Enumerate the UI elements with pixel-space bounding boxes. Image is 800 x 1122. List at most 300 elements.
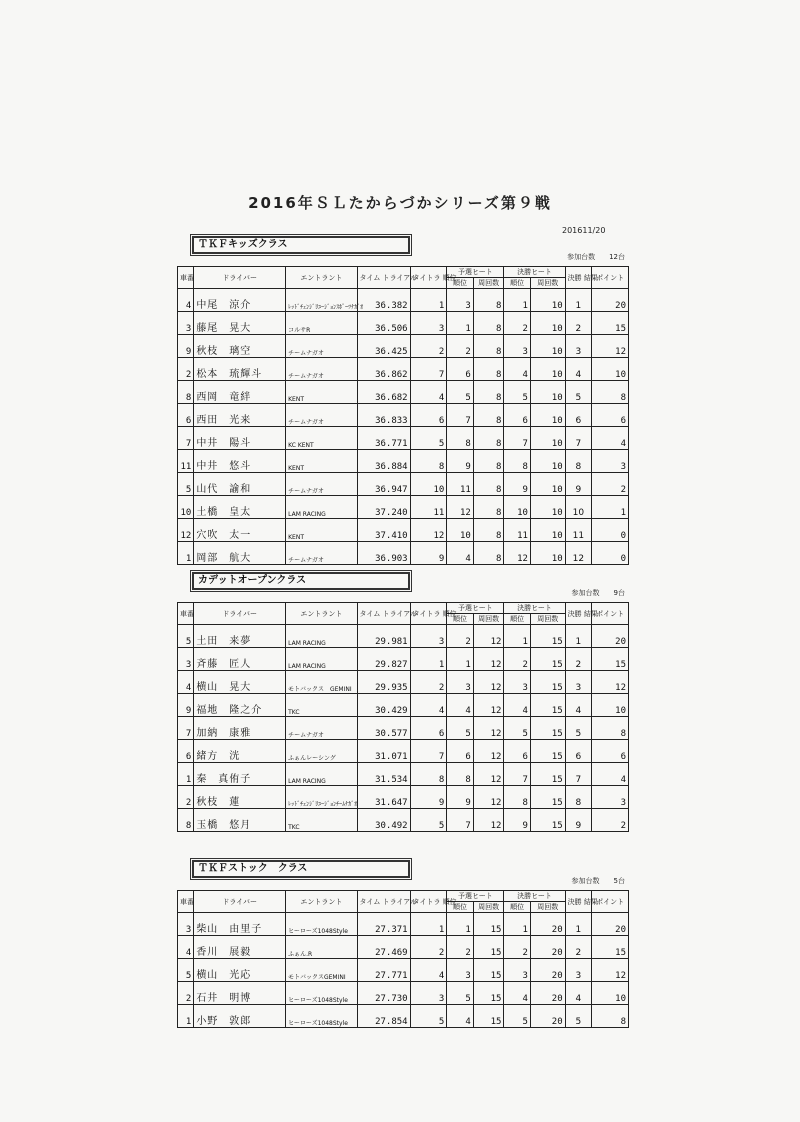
driver-name: 穴吹 太一 <box>194 519 286 542</box>
header-heat-rank: 順位 <box>447 902 474 913</box>
points-value: 10 <box>592 358 629 381</box>
result-value: 6 <box>565 740 592 763</box>
points-value: 15 <box>592 936 629 959</box>
result-value: 9 <box>565 473 592 496</box>
tt-rank-value: 8 <box>410 763 447 786</box>
entrant-name: KENT <box>286 381 357 404</box>
heat-rank-value: 3 <box>447 671 474 694</box>
heat-laps-value: 8 <box>473 473 504 496</box>
points-value: 10 <box>592 694 629 717</box>
car-number: 6 <box>178 404 194 427</box>
entrant-name: LAM RACING <box>286 625 357 648</box>
time-trial-value: 29.827 <box>357 648 410 671</box>
header-driver: ドライバー <box>194 891 286 913</box>
entrant-name: TKC <box>286 809 357 832</box>
car-number: 12 <box>178 519 194 542</box>
heat-rank-value: 10 <box>447 519 474 542</box>
final-laps-value: 20 <box>530 959 565 982</box>
car-number: 5 <box>178 473 194 496</box>
final-rank-value: 3 <box>504 671 531 694</box>
points-value: 10 <box>592 982 629 1005</box>
final-laps-value: 10 <box>530 450 565 473</box>
table-row <box>178 913 629 936</box>
final-rank-value: 8 <box>504 786 531 809</box>
entrant-name: コルサR <box>286 312 357 335</box>
heat-laps-value: 8 <box>473 542 504 565</box>
section-cadet-open-class <box>177 572 629 832</box>
heat-laps-value: 12 <box>473 648 504 671</box>
entrant-name: チームナガオ <box>286 335 357 358</box>
tt-rank-value: 6 <box>410 717 447 740</box>
heat-laps-value: 12 <box>473 671 504 694</box>
points-value: 15 <box>592 648 629 671</box>
driver-name: 西田 光来 <box>194 404 286 427</box>
tt-rank-value: 1 <box>410 648 447 671</box>
final-rank-value: 1 <box>504 625 531 648</box>
time-trial-value: 36.862 <box>357 358 410 381</box>
time-trial-value: 36.682 <box>357 381 410 404</box>
final-laps-value: 10 <box>530 473 565 496</box>
header-heat-laps: 周回数 <box>473 614 504 625</box>
car-number: 8 <box>178 381 194 404</box>
result-value: 3 <box>565 335 592 358</box>
header-entrant: エントラント <box>286 891 357 913</box>
final-laps-value: 10 <box>530 381 565 404</box>
time-trial-value: 27.469 <box>357 936 410 959</box>
results-table <box>177 602 629 832</box>
final-rank-value: 8 <box>504 450 531 473</box>
class-title: ＴＫＦキッズクラス <box>192 236 410 254</box>
time-trial-value: 36.771 <box>357 427 410 450</box>
car-number: 2 <box>178 358 194 381</box>
heat-rank-value: 1 <box>447 648 474 671</box>
result-value: 2 <box>565 312 592 335</box>
header-final-rank: 順位 <box>504 614 531 625</box>
points-value: 1 <box>592 496 629 519</box>
table-row <box>178 786 629 809</box>
heat-rank-value: 6 <box>447 358 474 381</box>
header-time-trial: タイム トライアル <box>357 891 410 913</box>
final-rank-value: 2 <box>504 312 531 335</box>
driver-name: 横山 晃大 <box>194 671 286 694</box>
points-value: 3 <box>592 450 629 473</box>
driver-name: 斉藤 匠人 <box>194 648 286 671</box>
tt-rank-value: 3 <box>410 312 447 335</box>
entrant-name: モトバックスGEMINI <box>286 959 357 982</box>
car-number: 2 <box>178 982 194 1005</box>
entries-count: 参加台数 9台 <box>571 589 625 597</box>
entrant-name: モトバックス GEMINI <box>286 671 357 694</box>
car-number: 4 <box>178 936 194 959</box>
points-value: 8 <box>592 717 629 740</box>
heat-rank-value: 9 <box>447 450 474 473</box>
final-rank-value: 5 <box>504 381 531 404</box>
heat-rank-value: 2 <box>447 335 474 358</box>
date-label: 201611/20 <box>562 226 606 235</box>
time-trial-value: 30.429 <box>357 694 410 717</box>
header-points: ポイント <box>592 267 629 289</box>
result-value: 1 <box>565 289 592 312</box>
final-rank-value: 6 <box>504 404 531 427</box>
points-value: 8 <box>592 381 629 404</box>
header-entrant: エントラント <box>286 267 357 289</box>
final-rank-value: 7 <box>504 427 531 450</box>
final-laps-value: 10 <box>530 496 565 519</box>
driver-name: 中尾 涼介 <box>194 289 286 312</box>
page-title: 2016年ＳＬたからづかシリーズ第９戦 <box>248 194 552 212</box>
entries-count: 参加台数 12台 <box>567 253 625 261</box>
car-number: 7 <box>178 717 194 740</box>
header-heat: 予選ヒート <box>447 267 504 278</box>
header-time-trial: タイム トライアル <box>357 267 410 289</box>
result-value: 6 <box>565 404 592 427</box>
time-trial-value: 37.410 <box>357 519 410 542</box>
final-rank-value: 11 <box>504 519 531 542</box>
tt-rank-value: 4 <box>410 959 447 982</box>
points-value: 12 <box>592 959 629 982</box>
tt-rank-value: 9 <box>410 786 447 809</box>
table-row <box>178 982 629 1005</box>
table-row <box>178 496 629 519</box>
entrant-name: KENT <box>286 450 357 473</box>
driver-name: 秦 真侑子 <box>194 763 286 786</box>
time-trial-value: 36.506 <box>357 312 410 335</box>
driver-name: 岡部 航大 <box>194 542 286 565</box>
heat-rank-value: 8 <box>447 763 474 786</box>
time-trial-value: 31.071 <box>357 740 410 763</box>
header-result: 決勝 結果 <box>565 603 592 625</box>
tt-rank-value: 10 <box>410 473 447 496</box>
points-value: 6 <box>592 740 629 763</box>
heat-laps-value: 8 <box>473 427 504 450</box>
tt-rank-value: 3 <box>410 625 447 648</box>
final-laps-value: 10 <box>530 358 565 381</box>
result-value: 4 <box>565 694 592 717</box>
final-laps-value: 10 <box>530 519 565 542</box>
heat-laps-value: 12 <box>473 694 504 717</box>
time-trial-value: 27.371 <box>357 913 410 936</box>
driver-name: 小野 敦郎 <box>194 1005 286 1028</box>
time-trial-value: 30.577 <box>357 717 410 740</box>
entrant-name: チームナガオ <box>286 358 357 381</box>
final-laps-value: 15 <box>530 625 565 648</box>
table-row <box>178 936 629 959</box>
final-rank-value: 5 <box>504 1005 531 1028</box>
heat-laps-value: 8 <box>473 404 504 427</box>
entrant-name: ヒーローズ1048Style <box>286 1005 357 1028</box>
result-value: 3 <box>565 959 592 982</box>
time-trial-value: 27.730 <box>357 982 410 1005</box>
entrant-name: ヒーローズ1048Style <box>286 982 357 1005</box>
time-trial-value: 36.903 <box>357 542 410 565</box>
tt-rank-value: 9 <box>410 542 447 565</box>
final-rank-value: 4 <box>504 694 531 717</box>
table-row <box>178 694 629 717</box>
time-trial-value: 36.947 <box>357 473 410 496</box>
heat-rank-value: 4 <box>447 1005 474 1028</box>
time-trial-value: 31.647 <box>357 786 410 809</box>
time-trial-value: 29.935 <box>357 671 410 694</box>
heat-rank-value: 4 <box>447 694 474 717</box>
entrant-name: KC KENT <box>286 427 357 450</box>
points-value: 2 <box>592 809 629 832</box>
heat-rank-value: 1 <box>447 312 474 335</box>
points-value: 20 <box>592 625 629 648</box>
final-rank-value: 10 <box>504 496 531 519</box>
heat-rank-value: 8 <box>447 427 474 450</box>
driver-name: 土田 来夢 <box>194 625 286 648</box>
header-tt-rank: タイトラ 順位 <box>410 267 447 289</box>
final-laps-value: 10 <box>530 335 565 358</box>
final-laps-value: 15 <box>530 671 565 694</box>
result-value: 7 <box>565 763 592 786</box>
driver-name: 秋枝 璃空 <box>194 335 286 358</box>
heat-laps-value: 8 <box>473 312 504 335</box>
driver-name: 福地 隆之介 <box>194 694 286 717</box>
result-value: 1 <box>565 913 592 936</box>
heat-rank-value: 2 <box>447 625 474 648</box>
final-laps-value: 10 <box>530 542 565 565</box>
entrant-name: ﾚｯﾄﾞﾁｪﾝｼﾞﾘﾕｰｼﾞｮﾝﾁｰﾑﾅｶﾞｵ <box>286 786 357 809</box>
header-heat-laps: 周回数 <box>473 902 504 913</box>
table-row <box>178 289 629 312</box>
tt-rank-value: 1 <box>410 289 447 312</box>
tt-rank-value: 2 <box>410 671 447 694</box>
result-value: 5 <box>565 381 592 404</box>
heat-rank-value: 5 <box>447 717 474 740</box>
final-laps-value: 15 <box>530 648 565 671</box>
time-trial-value: 27.771 <box>357 959 410 982</box>
header-final-rank: 順位 <box>504 902 531 913</box>
result-value: 2 <box>565 936 592 959</box>
heat-rank-value: 4 <box>447 542 474 565</box>
final-laps-value: 20 <box>530 982 565 1005</box>
header-no: 車番 <box>178 267 194 289</box>
result-value: 4 <box>565 358 592 381</box>
tt-rank-value: 4 <box>410 694 447 717</box>
table-row <box>178 1005 629 1028</box>
driver-name: 中井 陽斗 <box>194 427 286 450</box>
points-value: 3 <box>592 786 629 809</box>
final-laps-value: 15 <box>530 763 565 786</box>
table-row <box>178 717 629 740</box>
driver-name: 玉橋 悠月 <box>194 809 286 832</box>
final-laps-value: 15 <box>530 786 565 809</box>
entrant-name: チームナガオ <box>286 542 357 565</box>
table-row <box>178 542 629 565</box>
table-row <box>178 671 629 694</box>
car-number: 9 <box>178 335 194 358</box>
heat-rank-value: 3 <box>447 289 474 312</box>
points-value: 6 <box>592 404 629 427</box>
table-row <box>178 312 629 335</box>
table-row <box>178 763 629 786</box>
driver-name: 秋枝 蓮 <box>194 786 286 809</box>
driver-name: 横山 光応 <box>194 959 286 982</box>
time-trial-value: 29.981 <box>357 625 410 648</box>
tt-rank-value: 1 <box>410 913 447 936</box>
heat-laps-value: 12 <box>473 809 504 832</box>
tt-rank-value: 7 <box>410 740 447 763</box>
heat-laps-value: 8 <box>473 496 504 519</box>
entrant-name: TKC <box>286 694 357 717</box>
section-kids-class <box>177 236 629 565</box>
tt-rank-value: 4 <box>410 381 447 404</box>
heat-rank-value: 11 <box>447 473 474 496</box>
final-laps-value: 15 <box>530 717 565 740</box>
entrant-name: ﾚｯﾄﾞﾁｪﾝｼﾞﾘﾕｰｼﾞｮﾝｽﾎﾟｰﾂﾅｶﾞｵ <box>286 289 357 312</box>
final-rank-value: 9 <box>504 473 531 496</box>
entries-count: 参加台数 5台 <box>571 877 625 885</box>
tt-rank-value: 5 <box>410 427 447 450</box>
tt-rank-value: 12 <box>410 519 447 542</box>
table-row <box>178 381 629 404</box>
results-table <box>177 266 629 565</box>
time-trial-value: 31.534 <box>357 763 410 786</box>
header-heat-laps: 周回数 <box>473 278 504 289</box>
result-value: 7 <box>565 427 592 450</box>
driver-name: 山代 諭和 <box>194 473 286 496</box>
heat-laps-value: 8 <box>473 358 504 381</box>
header-final: 決勝ヒート <box>504 267 565 278</box>
final-rank-value: 2 <box>504 936 531 959</box>
entrant-name: LAM RACING <box>286 763 357 786</box>
heat-rank-value: 5 <box>447 982 474 1005</box>
heat-laps-value: 15 <box>473 959 504 982</box>
driver-name: 藤尾 晃大 <box>194 312 286 335</box>
header-points: ポイント <box>592 891 629 913</box>
driver-name: 石井 明博 <box>194 982 286 1005</box>
header-final: 決勝ヒート <box>504 603 565 614</box>
driver-name: 緒方 洸 <box>194 740 286 763</box>
result-value: 2 <box>565 648 592 671</box>
heat-laps-value: 8 <box>473 450 504 473</box>
car-number: 1 <box>178 1005 194 1028</box>
result-value: 5 <box>565 717 592 740</box>
heat-laps-value: 15 <box>473 913 504 936</box>
points-value: 4 <box>592 427 629 450</box>
heat-rank-value: 7 <box>447 809 474 832</box>
tt-rank-value: 8 <box>410 450 447 473</box>
header-no: 車番 <box>178 603 194 625</box>
table-row <box>178 648 629 671</box>
header-heat-rank: 順位 <box>447 614 474 625</box>
header-final-laps: 周回数 <box>530 902 565 913</box>
result-value: 4 <box>565 982 592 1005</box>
car-number: 5 <box>178 959 194 982</box>
result-value: 3 <box>565 671 592 694</box>
entrant-name: チームナガオ <box>286 404 357 427</box>
header-driver: ドライバー <box>194 603 286 625</box>
result-value: 12 <box>565 542 592 565</box>
final-laps-value: 20 <box>530 913 565 936</box>
car-number: 2 <box>178 786 194 809</box>
points-value: 20 <box>592 289 629 312</box>
header-final-laps: 周回数 <box>530 614 565 625</box>
driver-name: 柴山 由里子 <box>194 913 286 936</box>
car-number: 1 <box>178 763 194 786</box>
tt-rank-value: 2 <box>410 335 447 358</box>
heat-laps-value: 12 <box>473 740 504 763</box>
points-value: 15 <box>592 312 629 335</box>
final-laps-value: 20 <box>530 936 565 959</box>
car-number: 3 <box>178 312 194 335</box>
heat-rank-value: 7 <box>447 404 474 427</box>
table-row <box>178 335 629 358</box>
entrant-name: ふぁん.R <box>286 936 357 959</box>
final-laps-value: 10 <box>530 312 565 335</box>
driver-name: 土橋 皇太 <box>194 496 286 519</box>
final-rank-value: 2 <box>504 648 531 671</box>
points-value: 0 <box>592 542 629 565</box>
points-value: 12 <box>592 671 629 694</box>
result-value: 5 <box>565 1005 592 1028</box>
heat-laps-value: 12 <box>473 717 504 740</box>
final-rank-value: 12 <box>504 542 531 565</box>
final-laps-value: 10 <box>530 289 565 312</box>
header-heat-rank: 順位 <box>447 278 474 289</box>
tt-rank-value: 6 <box>410 404 447 427</box>
header-heat: 予選ヒート <box>447 891 504 902</box>
car-number: 4 <box>178 289 194 312</box>
time-trial-value: 36.382 <box>357 289 410 312</box>
driver-name: 松本 琉輝斗 <box>194 358 286 381</box>
final-rank-value: 4 <box>504 358 531 381</box>
header-time-trial: タイム トライアル <box>357 603 410 625</box>
car-number: 5 <box>178 625 194 648</box>
entrant-name: KENT <box>286 519 357 542</box>
heat-laps-value: 8 <box>473 289 504 312</box>
car-number: 10 <box>178 496 194 519</box>
result-value: 8 <box>565 450 592 473</box>
final-laps-value: 10 <box>530 404 565 427</box>
final-laps-value: 15 <box>530 740 565 763</box>
time-trial-value: 27.854 <box>357 1005 410 1028</box>
final-laps-value: 10 <box>530 427 565 450</box>
heat-rank-value: 1 <box>447 913 474 936</box>
tt-rank-value: 3 <box>410 982 447 1005</box>
table-row <box>178 519 629 542</box>
tt-rank-value: 11 <box>410 496 447 519</box>
points-value: 12 <box>592 335 629 358</box>
car-number: 6 <box>178 740 194 763</box>
car-number: 4 <box>178 671 194 694</box>
tt-rank-value: 5 <box>410 809 447 832</box>
entrant-name: ふぁんレーシング <box>286 740 357 763</box>
heat-laps-value: 12 <box>473 786 504 809</box>
tt-rank-value: 7 <box>410 358 447 381</box>
driver-name: 中井 悠斗 <box>194 450 286 473</box>
points-value: 0 <box>592 519 629 542</box>
header-result: 決勝 結果 <box>565 891 592 913</box>
table-row <box>178 625 629 648</box>
heat-rank-value: 5 <box>447 381 474 404</box>
class-title: カデットオープンクラス <box>192 572 410 590</box>
entrant-name: LAM RACING <box>286 648 357 671</box>
header-points: ポイント <box>592 603 629 625</box>
final-rank-value: 3 <box>504 335 531 358</box>
table-row <box>178 740 629 763</box>
tt-rank-value: 2 <box>410 936 447 959</box>
final-rank-value: 9 <box>504 809 531 832</box>
heat-laps-value: 15 <box>473 936 504 959</box>
time-trial-value: 36.884 <box>357 450 410 473</box>
car-number: 9 <box>178 694 194 717</box>
driver-name: 香川 展毅 <box>194 936 286 959</box>
table-row <box>178 473 629 496</box>
heat-laps-value: 12 <box>473 625 504 648</box>
final-rank-value: 7 <box>504 763 531 786</box>
